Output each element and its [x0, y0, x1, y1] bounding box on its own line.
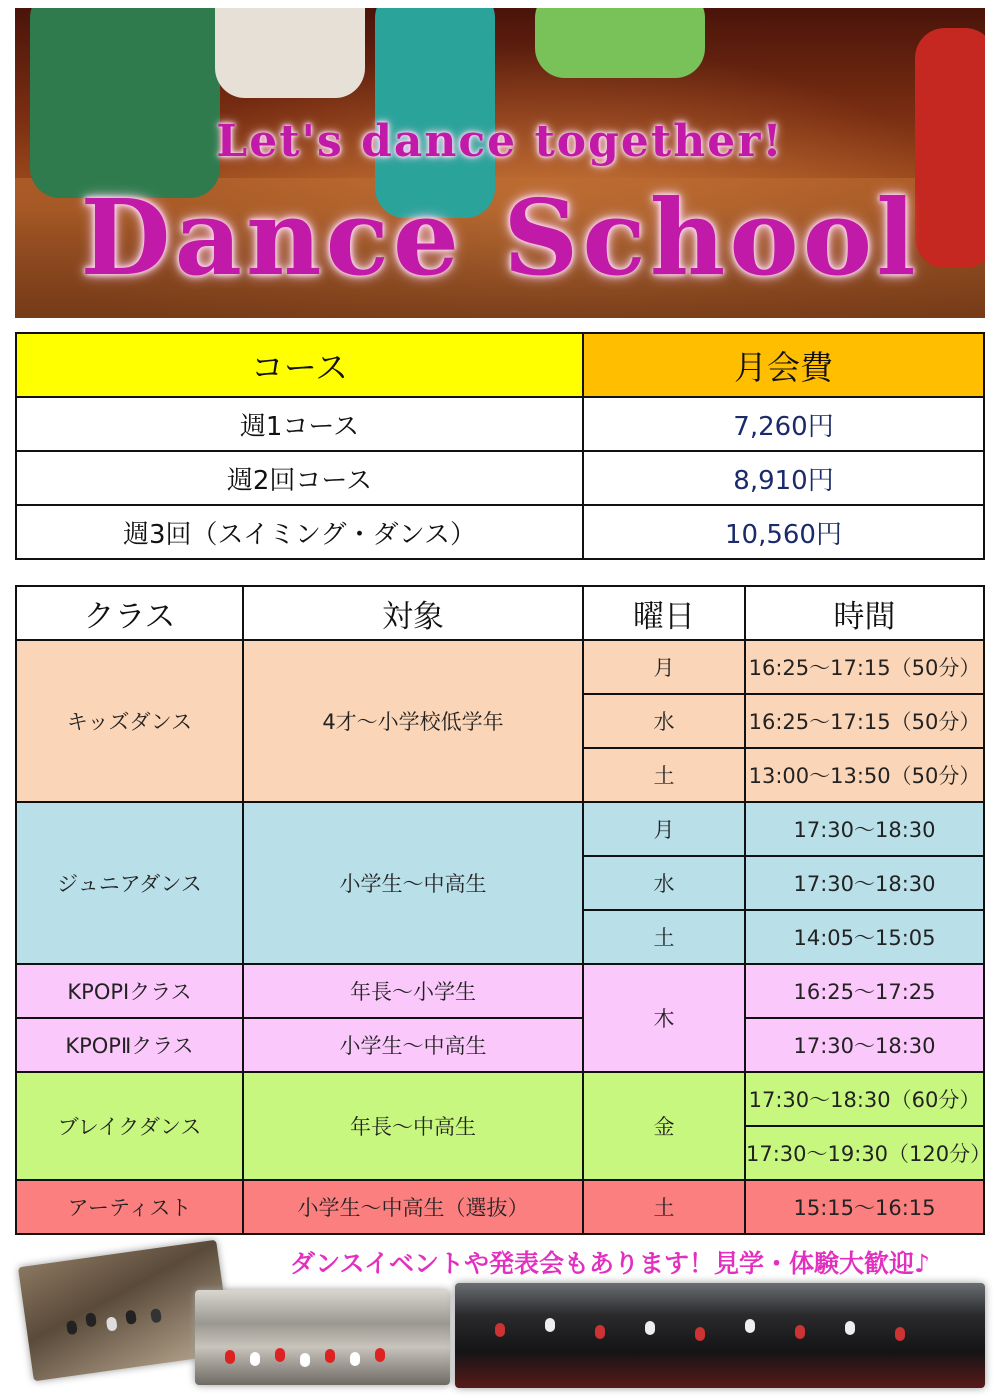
event-photo [195, 1290, 450, 1385]
class-day: 土 [583, 910, 745, 964]
table-row [16, 1018, 984, 1072]
course-header: コース [16, 333, 583, 397]
class-day: 月 [583, 802, 745, 856]
class-name: KPOPⅠクラス [16, 964, 243, 1018]
class-name: アーティスト [16, 1180, 243, 1234]
dancer-figure [215, 8, 365, 98]
class-time: 15:15～16:15 [745, 1180, 984, 1234]
class-target: 4才～小学校低学年 [243, 640, 583, 802]
table-row [16, 802, 984, 856]
class-name: KPOPⅡクラス [16, 1018, 243, 1072]
target-header: 対象 [243, 586, 583, 640]
class-day: 水 [583, 694, 745, 748]
class-time: 17:30～18:30 [745, 856, 984, 910]
class-time: 14:05～15:05 [745, 910, 984, 964]
table-row [16, 640, 984, 694]
course-name: 週1コース [16, 397, 583, 451]
schedule-header-row [16, 586, 984, 640]
class-target: 年長～小学生 [243, 964, 583, 1018]
course-price: 10,560円 [583, 505, 984, 559]
hero-tagline: Let's dance together! [216, 116, 784, 167]
class-header: クラス [16, 586, 243, 640]
dancer-figure [30, 8, 220, 198]
table-row [16, 1072, 984, 1126]
class-target: 年長～中高生 [243, 1072, 583, 1180]
time-header: 時間 [745, 586, 984, 640]
class-target: 小学生～中高生 [243, 1018, 583, 1072]
class-time: 17:30～18:30 [745, 1018, 984, 1072]
class-time: 16:25～17:15（50分） [745, 640, 984, 694]
course-price: 7,260円 [583, 397, 984, 451]
course-name: 週2回コース [16, 451, 583, 505]
fee-table [15, 332, 985, 560]
class-name: ブレイクダンス [16, 1072, 243, 1180]
fee-row [16, 451, 984, 505]
class-time: 17:30～18:30（60分） [745, 1072, 984, 1126]
class-day: 土 [583, 748, 745, 802]
course-price: 8,910円 [583, 451, 984, 505]
class-target: 小学生～中高生 [243, 802, 583, 964]
day-header: 曜日 [583, 586, 745, 640]
group-photo [455, 1283, 985, 1388]
class-time: 17:30～18:30 [745, 802, 984, 856]
class-day: 木 [583, 964, 745, 1072]
fee-row [16, 505, 984, 559]
fee-header-row [16, 333, 984, 397]
hero-banner [15, 8, 985, 318]
footer-message: ダンスイベントや発表会もあります！見学・体験大歓迎♪ [290, 1249, 930, 1278]
table-row [16, 964, 984, 1018]
class-target: 小学生～中高生（選抜） [243, 1180, 583, 1234]
fee-row [16, 397, 984, 451]
fee-header: 月会費 [583, 333, 984, 397]
class-name: キッズダンス [16, 640, 243, 802]
dancer-figure [535, 8, 705, 78]
class-time: 13:00～13:50（50分） [745, 748, 984, 802]
class-day: 土 [583, 1180, 745, 1234]
class-time: 16:25～17:15（50分） [745, 694, 984, 748]
class-time: 16:25～17:25 [745, 964, 984, 1018]
class-day: 水 [583, 856, 745, 910]
class-time: 17:30～19:30（120分） [745, 1126, 984, 1180]
class-day: 月 [583, 640, 745, 694]
course-name: 週3回（スイミング・ダンス） [16, 505, 583, 559]
class-name: ジュニアダンス [16, 802, 243, 964]
schedule-table [15, 585, 992, 1235]
class-day: 金 [583, 1072, 745, 1180]
hero-title: Dance School [80, 176, 920, 299]
table-row [16, 1180, 984, 1234]
